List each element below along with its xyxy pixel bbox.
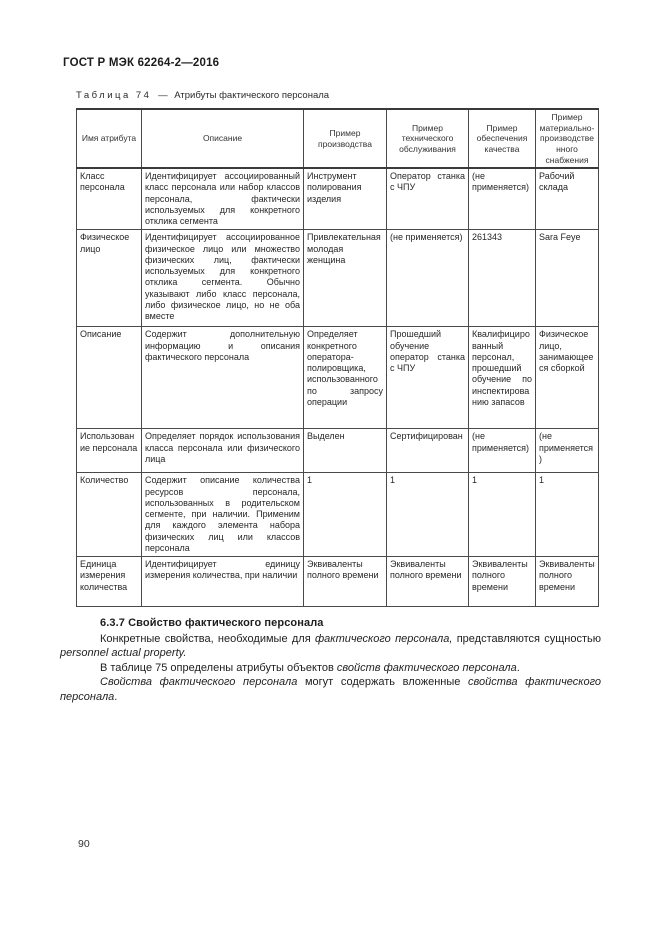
text-run: могут содержать вложенные — [297, 676, 469, 688]
section-6-3-7 — [60, 616, 601, 704]
table-cell: Количество — [77, 473, 142, 557]
attributes-table — [76, 108, 599, 607]
text-run: . — [114, 690, 118, 703]
table-cell: 1 — [469, 473, 536, 557]
paragraph — [60, 675, 601, 704]
table-cell: Квалифицированный персонал, прошедший обучение по инспектированию запасов — [469, 327, 536, 429]
table-caption-title: Атрибуты фактического персонала — [174, 90, 330, 101]
paragraph — [60, 632, 601, 661]
table-cell: Физическое лицо, занимающееся сборкой — [536, 327, 599, 429]
paragraph — [60, 661, 601, 676]
table-cell: Физическое лицо — [77, 230, 142, 327]
table-cell: (не применяется) — [469, 168, 536, 230]
text-run: В таблице 75 определены атрибуты объектов — [100, 661, 337, 674]
table-cell: Определяет порядок использования класса персонала или физического лица — [142, 429, 304, 473]
text-run: . — [516, 661, 520, 674]
column-header-maintenance-example: Пример технического обслуживания — [387, 109, 469, 168]
table-row — [77, 557, 599, 607]
table-caption — [76, 90, 602, 101]
text-run-italic: Свойства фактического персонала — [100, 676, 298, 688]
text-run: представляются сущностью — [452, 632, 602, 645]
table-caption-dash: — — [158, 90, 168, 101]
table-cell: 1 — [387, 473, 469, 557]
table-cell: (не применяется) — [387, 230, 469, 327]
table-cell: Сертифицирован — [387, 429, 469, 473]
table-cell: Привлекательная молодая женщина — [304, 230, 387, 327]
table-cell: 261343 — [469, 230, 536, 327]
table-cell: Использование персонала — [77, 429, 142, 473]
table-row — [77, 168, 599, 230]
table-cell: Эквиваленты полного времени — [536, 557, 599, 607]
table-cell: Рабочий склада — [536, 168, 599, 230]
table-cell: 1 — [536, 473, 599, 557]
table-header-row — [77, 109, 599, 168]
table-cell: Описание — [77, 327, 142, 429]
text-run-italic: фактического персонала, — [314, 632, 453, 645]
table-cell: Выделен — [304, 429, 387, 473]
table-cell: Эквиваленты полного времени — [304, 557, 387, 607]
table-cell: Идентифицирует единицу измерения количества, при наличии — [142, 557, 304, 607]
column-header-attribute-name: Имя атрибута — [77, 109, 142, 168]
table-block — [76, 90, 602, 607]
column-header-quality-example: Пример обеспечения качества — [469, 109, 536, 168]
page-number: 90 — [78, 838, 90, 850]
table-cell: (не применяется) — [469, 429, 536, 473]
table-cell: 1 — [304, 473, 387, 557]
text-run-italic: personnel actual property. — [60, 647, 187, 659]
text-run: Конкретные свойства, необходимые для — [100, 632, 315, 645]
table-row — [77, 473, 599, 557]
table-row — [77, 429, 599, 473]
table-cell: Единица измерения количества — [77, 557, 142, 607]
table-cell: Содержит описание количества ресурсов персонала, использованных в родительском сегменте, при наличии. Применим для каждого элемента набора физических лиц или классов персонала — [142, 473, 304, 557]
table-cell: Идентифицирует ассоциированное физическое лицо или множество физических лиц, фактически используемых для конкретного отклика сегмента. Обычно указывают либо класс персонала, либо физическое лицо, но не оба вместе — [142, 230, 304, 327]
column-header-description: Описание — [142, 109, 304, 168]
table-cell: Эквиваленты полного времени — [387, 557, 469, 607]
table-cell: Оператор станка с ЧПУ — [387, 168, 469, 230]
column-header-inventory-example: Пример материально-производственного снабжения — [536, 109, 599, 168]
table-cell: Идентифицирует ассоциированный класс персонала или набор классов персонала, фактически используемых для конкретного отклика сегмента — [142, 168, 304, 230]
table-cell: (не применяется) — [536, 429, 599, 473]
text-run-italic: свойств фактического персонала — [336, 661, 517, 674]
table-caption-label: Таблица 74 — [76, 90, 152, 101]
table-cell: Инструмент полирования изделия — [304, 168, 387, 230]
table-cell: Класс персонала — [77, 168, 142, 230]
table-cell: Определяет конкретного оператора-полировщика, использованного по запросу операции — [304, 327, 387, 429]
table-row — [77, 230, 599, 327]
table-cell: Sara Feye — [536, 230, 599, 327]
document-code: ГОСТ Р МЭК 62264-2—2016 — [63, 57, 220, 69]
table-cell: Содержит дополнительную информацию и описания фактического персонала — [142, 327, 304, 429]
table-row — [77, 327, 599, 429]
column-header-production-example: Пример производства — [304, 109, 387, 168]
table-cell: Прошедший обучение оператор станка с ЧПУ — [387, 327, 469, 429]
table-cell: Эквиваленты полного времени — [469, 557, 536, 607]
section-heading: 6.3.7 Свойство фактического персонала — [100, 617, 324, 629]
text-run-italic: свойства фактического персонала — [60, 676, 602, 703]
